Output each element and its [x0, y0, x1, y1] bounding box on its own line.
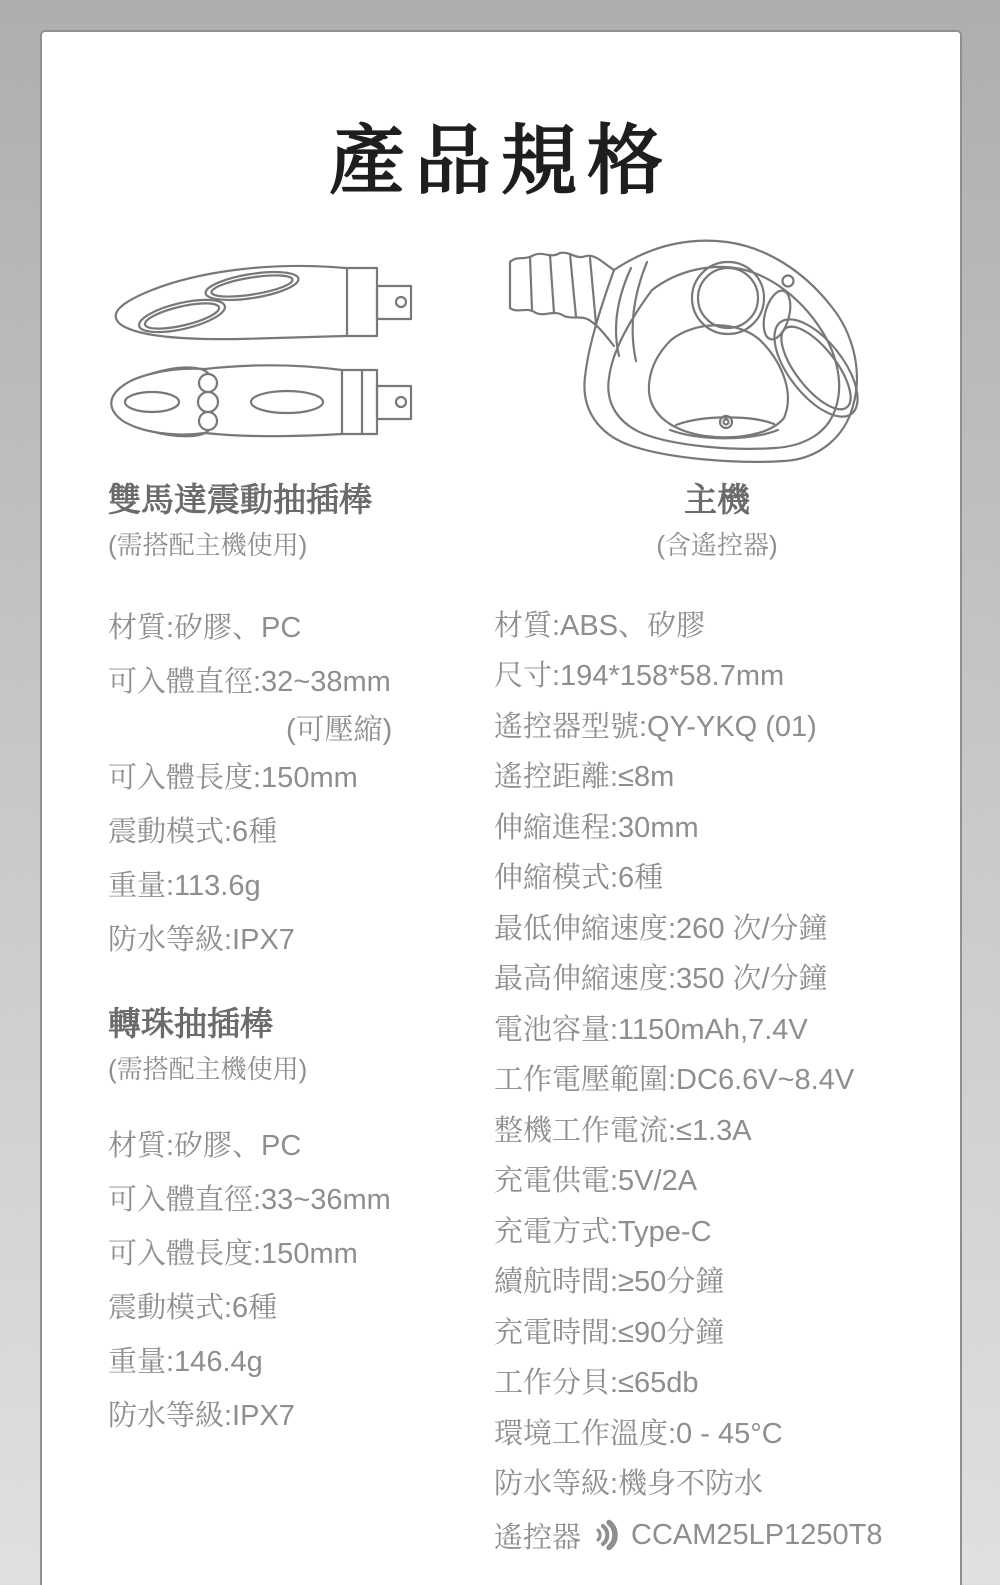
spec-thrust-modes: 伸縮模式:6種	[494, 862, 664, 895]
spec-weight: 重量:146.4g	[108, 1345, 263, 1378]
section-note: (需搭配主機使用)	[108, 530, 308, 560]
main-unit-illustration	[500, 220, 922, 482]
spec-insertable-diameter: 可入體直徑:33~36mm	[108, 1183, 391, 1216]
section-heading: 雙馬達震動抽插棒	[108, 481, 372, 518]
spec-material: 材質:ABS、矽膠	[494, 609, 706, 642]
spec-material: 材質:矽膠、PC	[108, 1129, 302, 1162]
spec-waterproof-rating: 防水等級:機身不防水	[494, 1468, 764, 1501]
spec-working-voltage: 工作電壓範圍:DC6.6V~8.4V	[494, 1064, 855, 1097]
spec-max-thrust-speed: 最高伸縮速度:350 次/分鐘	[494, 963, 828, 996]
spec-operating-temperature: 環境工作溫度:0 - 45°C	[494, 1417, 783, 1450]
spec-working-current: 整機工作電流:≤1.3A	[494, 1114, 752, 1147]
spec-waterproof-rating: 防水等級:IPX7	[108, 923, 295, 956]
spec-list	[108, 1116, 480, 1440]
section-note: (含遙控器)	[656, 530, 778, 560]
attachment-wands-illustration	[90, 240, 472, 462]
spec-vibration-modes: 震動模式:6種	[108, 815, 278, 848]
spec-charge-input: 充電供電:5V/2A	[494, 1165, 698, 1198]
spec-charge-time: 充電時間:≤90分鐘	[494, 1316, 725, 1349]
spec-dimensions: 尺寸:194*158*58.7mm	[494, 660, 785, 693]
right-column	[494, 480, 940, 1557]
section-bead-wand	[108, 1004, 480, 1440]
spec-charge-type: 充電方式:Type-C	[494, 1215, 712, 1248]
spec-runtime: 續航時間:≥50分鐘	[494, 1266, 725, 1299]
page-title: 產品規格	[329, 119, 673, 204]
spec-min-thrust-speed: 最低伸縮速度:260 次/分鐘	[494, 912, 828, 945]
left-column	[108, 480, 480, 1440]
spec-remote-range: 遙控距離:≤8m	[494, 761, 675, 794]
spec-vibration-modes: 震動模式:6種	[108, 1291, 278, 1324]
spec-compressible-note: (可壓縮)	[286, 713, 393, 746]
spec-list	[108, 598, 480, 964]
certification-label: 遙控器	[494, 1521, 582, 1554]
spec-weight: 重量:113.6g	[108, 869, 261, 902]
ncc-certification-icon	[589, 1519, 623, 1551]
certification-code: CCAM25LP1250T8	[631, 1518, 883, 1551]
spec-material: 材質:矽膠、PC	[108, 611, 302, 644]
section-note: (需搭配主機使用)	[108, 1054, 308, 1084]
section-heading-main-unit: 主機	[684, 481, 750, 518]
section-heading: 轉珠抽插棒	[108, 1005, 273, 1042]
certification-row	[494, 1513, 940, 1557]
spec-stroke-travel: 伸縮進程:30mm	[494, 811, 699, 844]
spec-battery-capacity: 電池容量:1150mAh,7.4V	[494, 1013, 808, 1046]
spec-card	[40, 30, 962, 1585]
spec-waterproof-rating: 防水等級:IPX7	[108, 1399, 295, 1432]
spec-insertable-diameter: 可入體直徑:32~38mm	[108, 665, 391, 698]
spec-noise-level: 工作分貝:≤65db	[494, 1367, 699, 1400]
section-dual-motor-wand	[108, 480, 480, 964]
spec-insertable-length: 可入體長度:150mm	[108, 1237, 358, 1270]
spec-remote-model: 遙控器型號:QY-YKQ (01)	[494, 710, 817, 743]
spec-list	[494, 598, 940, 1507]
spec-insertable-length: 可入體長度:150mm	[108, 761, 358, 794]
